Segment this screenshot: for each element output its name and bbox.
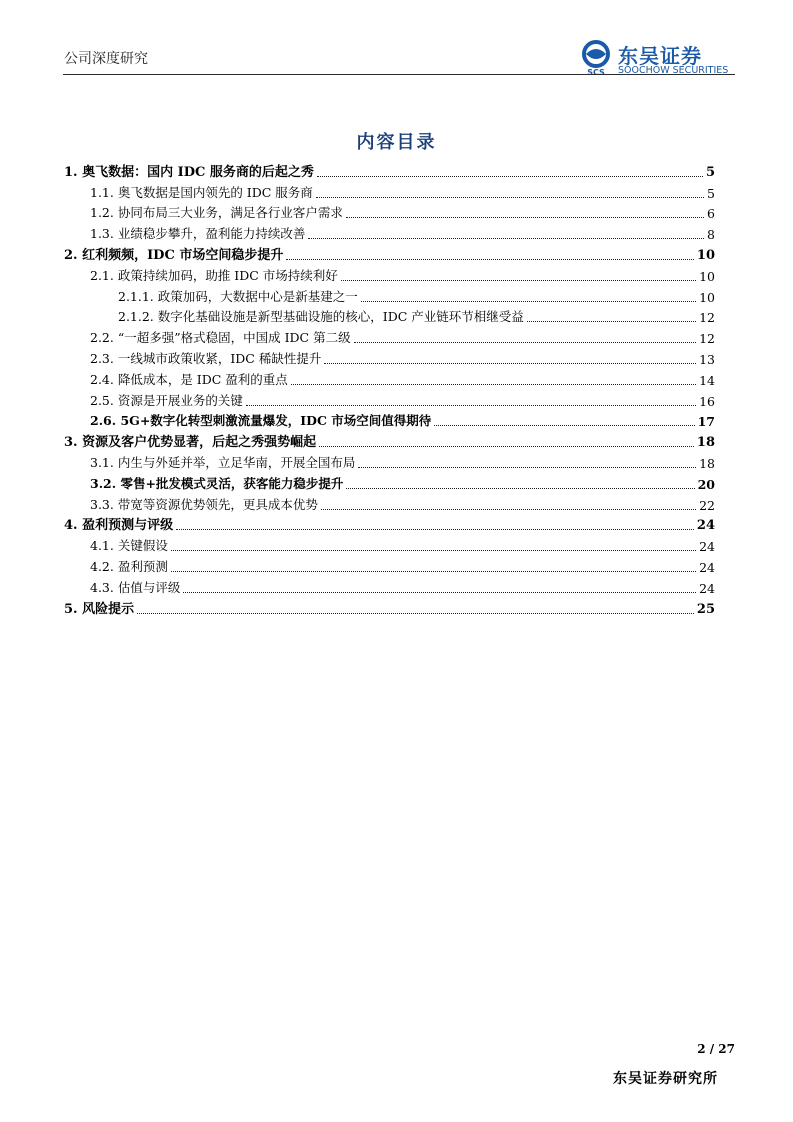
toc-entry-page: 20 [697, 476, 715, 492]
toc-leader-dots [316, 196, 704, 198]
footer-brand: 东吴证券研究所 [613, 1071, 718, 1087]
toc-entry[interactable] [64, 222, 715, 243]
toc-entry-title: 2.1.1. 政策加码，大数据中心是新基建之一 [118, 288, 358, 304]
toc-entry-page: 24 [699, 580, 715, 596]
toc-entry-title: 4. 盈利预测与评级 [64, 518, 174, 534]
toc-entry[interactable] [64, 306, 715, 327]
scs-swirl-logo-icon [578, 40, 614, 76]
toc-leader-dots [324, 362, 696, 364]
toc-leader-dots [527, 320, 696, 322]
toc-entry-title: 3.3. 带宽等资源优势领先，更具成本优势 [90, 496, 318, 512]
toc-entry-page: 6 [707, 206, 715, 222]
toc-entry[interactable] [64, 576, 715, 597]
toc-entry-page: 18 [699, 455, 715, 471]
toc-entry-title: 3.2. 零售+批发模式灵活，获客能力稳步提升 [90, 475, 344, 491]
toc-entry[interactable] [64, 389, 715, 410]
toc-entry[interactable] [64, 285, 715, 306]
toc-entry-title: 3.1. 内生与外延并举，立足华南，开展全国布局 [90, 454, 356, 470]
toc-entry-title: 1.3. 业绩稳步攀升，盈利能力持续改善 [90, 226, 306, 242]
toc-entry-title: 2. 红利频频，IDC 市场空间稳步提升 [64, 247, 284, 263]
toc-entry[interactable] [64, 326, 715, 347]
toc-leader-dots [317, 175, 703, 177]
toc-leader-dots [341, 279, 696, 281]
toc-entry-title: 1. 奥飞数据：国内 IDC 服务商的后起之秀 [64, 164, 314, 180]
toc-entry[interactable] [64, 243, 715, 264]
toc-entry-title: 4.3. 估值与评级 [90, 579, 181, 595]
toc-entry-page: 5 [705, 164, 715, 180]
logo-name-cn: 东吴证券 [618, 44, 702, 68]
toc-entry-page: 16 [699, 393, 715, 409]
toc-leader-dots [361, 300, 696, 302]
toc-entry[interactable] [64, 514, 715, 535]
toc-leader-dots [171, 549, 696, 551]
toc-entry-page: 13 [699, 351, 715, 367]
toc-entry[interactable] [64, 181, 715, 202]
toc-entry-page: 14 [699, 372, 715, 388]
toc-leader-dots [354, 341, 697, 343]
toc-entry-title: 5. 风险提示 [64, 601, 135, 617]
logo-name-en: SOOCHOW SECURITIES [618, 65, 729, 76]
toc-entry[interactable] [64, 368, 715, 389]
toc-entry-title: 4.2. 盈利预测 [90, 558, 168, 574]
toc-entry[interactable] [64, 555, 715, 576]
toc-entry-title: 1.2. 协同布局三大业务，满足各行业客户需求 [90, 205, 343, 221]
toc-entry-title: 2.1.2. 数字化基础设施是新型基础设施的核心，IDC 产业链环节相继受益 [118, 309, 524, 325]
toc-entry[interactable] [64, 410, 715, 431]
toc-entry[interactable] [64, 347, 715, 368]
toc-entry-title: 2.6. 5G+数字化转型刺激流量爆发，IDC 市场空间值得期待 [90, 413, 432, 429]
toc-leader-dots [171, 570, 696, 572]
page-indicator: 2 / 27 [697, 1042, 735, 1056]
toc-entry-page: 22 [699, 497, 715, 513]
toc-entry[interactable] [64, 472, 715, 493]
header-divider [63, 74, 735, 75]
toc-entry-page: 12 [699, 310, 715, 326]
toc-entry-title: 4.1. 关键假设 [90, 538, 168, 554]
toc-entry[interactable] [64, 202, 715, 223]
toc-entry-page: 18 [696, 435, 715, 451]
toc-entry[interactable] [64, 597, 715, 618]
toc-leader-dots [176, 528, 694, 530]
header-left-label: 公司深度研究 [64, 51, 148, 67]
toc-leader-dots [183, 591, 696, 593]
toc-entry-title: 3. 资源及客户优势显著，后起之秀强势崛起 [64, 435, 317, 451]
toc-entry-page: 10 [699, 289, 715, 305]
toc-entry-title: 2.1. 政策持续加码，助推 IDC 市场持续利好 [90, 267, 338, 283]
toc-leader-dots [291, 383, 696, 385]
toc-leader-dots [137, 612, 694, 614]
toc-entry[interactable] [64, 534, 715, 555]
toc-entry-title: 2.5. 资源是开展业务的关键 [90, 392, 243, 408]
toc-entry-page: 10 [696, 247, 715, 263]
toc-entry-page: 24 [696, 518, 715, 534]
logo-icon-text: SCS [587, 68, 605, 76]
toc-leader-dots [246, 404, 696, 406]
toc-entry-page: 10 [699, 268, 715, 284]
toc-entry-page: 17 [697, 414, 715, 430]
toc-leader-dots [319, 445, 694, 447]
toc-entry-page: 25 [696, 601, 715, 617]
toc-entry-title: 1.1. 奥飞数据是国内领先的 IDC 服务商 [90, 184, 313, 200]
toc-leader-dots [434, 424, 694, 426]
toc-entry-page: 12 [699, 331, 715, 347]
toc-title: 内容目录 [356, 132, 437, 153]
toc-leader-dots [308, 237, 704, 239]
table-of-contents [64, 160, 715, 618]
toc-leader-dots [346, 216, 704, 218]
toc-entry-page: 24 [699, 539, 715, 555]
toc-entry[interactable] [64, 430, 715, 451]
toc-entry-page: 5 [707, 185, 715, 201]
toc-leader-dots [286, 258, 694, 260]
toc-entry-page: 8 [707, 227, 715, 243]
toc-entry[interactable] [64, 493, 715, 514]
toc-leader-dots [358, 466, 696, 468]
toc-entry-page: 24 [699, 559, 715, 575]
toc-entry-title: 2.2. “一超多强”格式稳固，中国成 IDC 第二级 [90, 330, 351, 346]
toc-entry-title: 2.3. 一线城市政策收紧，IDC 稀缺性提升 [90, 350, 322, 366]
toc-leader-dots [321, 508, 696, 510]
toc-entry[interactable] [64, 160, 715, 181]
toc-entry[interactable] [64, 264, 715, 285]
toc-entry-title: 2.4. 降低成本，是 IDC 盈利的重点 [90, 371, 288, 387]
toc-entry[interactable] [64, 451, 715, 472]
toc-leader-dots [346, 487, 694, 489]
